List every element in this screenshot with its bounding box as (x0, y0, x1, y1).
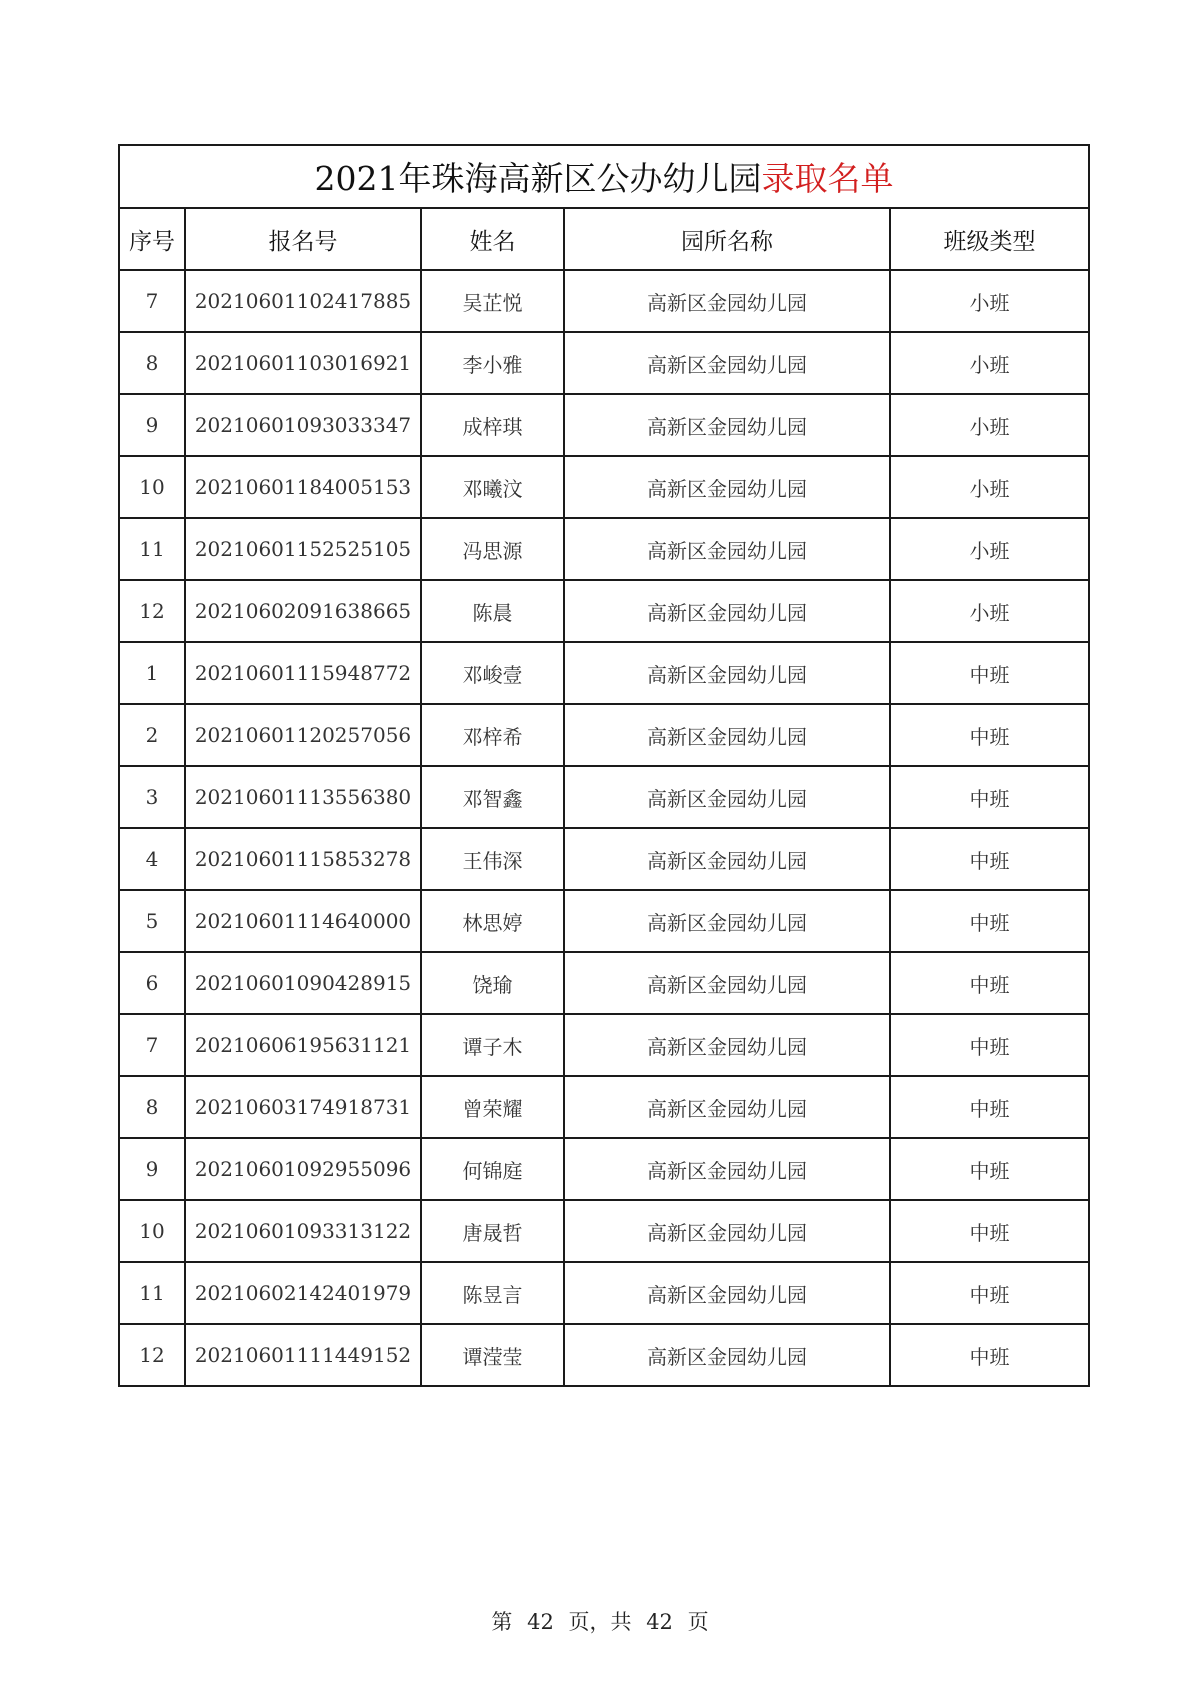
cell-seq: 10 (119, 1200, 185, 1262)
cell-name: 唐晟哲 (421, 1200, 564, 1262)
cell-reg-no: 20210601093313122 (185, 1200, 421, 1262)
cell-school: 高新区金园幼儿园 (564, 518, 890, 580)
cell-name: 李小雅 (421, 332, 564, 394)
cell-seq: 12 (119, 580, 185, 642)
header-school: 园所名称 (564, 208, 890, 270)
cell-class-type: 中班 (890, 704, 1089, 766)
cell-reg-no: 20210601092955096 (185, 1138, 421, 1200)
header-seq: 序号 (119, 208, 185, 270)
table-row (119, 1014, 1089, 1076)
page-title (119, 145, 1089, 208)
cell-name: 谭子木 (421, 1014, 564, 1076)
title-main: 2021年珠海高新区公办幼儿园 (314, 159, 762, 198)
table-row (119, 394, 1089, 456)
cell-name: 邓峻壹 (421, 642, 564, 704)
cell-class-type: 小班 (890, 456, 1089, 518)
footer-current-page: 42 (527, 1610, 554, 1634)
cell-seq: 12 (119, 1324, 185, 1386)
cell-class-type: 小班 (890, 332, 1089, 394)
cell-reg-no: 20210603174918731 (185, 1076, 421, 1138)
footer-suffix: 页 (687, 1610, 709, 1634)
cell-school: 高新区金园幼儿园 (564, 952, 890, 1014)
cell-name: 邓智鑫 (421, 766, 564, 828)
header-name: 姓名 (421, 208, 564, 270)
footer-prefix: 第 (491, 1610, 513, 1634)
table-row (119, 332, 1089, 394)
cell-seq: 10 (119, 456, 185, 518)
cell-school: 高新区金园幼儿园 (564, 1200, 890, 1262)
cell-school: 高新区金园幼儿园 (564, 1324, 890, 1386)
cell-reg-no: 20210601090428915 (185, 952, 421, 1014)
cell-reg-no: 20210606195631121 (185, 1014, 421, 1076)
cell-name: 邓曦汶 (421, 456, 564, 518)
cell-class-type: 小班 (890, 580, 1089, 642)
cell-school: 高新区金园幼儿园 (564, 1262, 890, 1324)
cell-reg-no: 20210602091638665 (185, 580, 421, 642)
cell-school: 高新区金园幼儿园 (564, 580, 890, 642)
cell-name: 曾荣耀 (421, 1076, 564, 1138)
cell-school: 高新区金园幼儿园 (564, 394, 890, 456)
cell-reg-no: 20210601111449152 (185, 1324, 421, 1386)
cell-seq: 7 (119, 270, 185, 332)
cell-class-type: 中班 (890, 1262, 1089, 1324)
table-row (119, 766, 1089, 828)
cell-school: 高新区金园幼儿园 (564, 704, 890, 766)
header-reg-no: 报名号 (185, 208, 421, 270)
admission-table (118, 144, 1090, 1387)
cell-school: 高新区金园幼儿园 (564, 890, 890, 952)
cell-class-type: 中班 (890, 1014, 1089, 1076)
cell-name: 何锦庭 (421, 1138, 564, 1200)
table-row (119, 518, 1089, 580)
cell-reg-no: 20210601115853278 (185, 828, 421, 890)
cell-seq: 8 (119, 1076, 185, 1138)
table-body (119, 145, 1089, 1386)
cell-class-type: 小班 (890, 270, 1089, 332)
cell-school: 高新区金园幼儿园 (564, 1138, 890, 1200)
cell-reg-no: 20210601152525105 (185, 518, 421, 580)
footer-total-pages: 42 (646, 1610, 673, 1634)
table-row (119, 704, 1089, 766)
cell-seq: 9 (119, 1138, 185, 1200)
cell-name: 王伟深 (421, 828, 564, 890)
cell-name: 陈昱言 (421, 1262, 564, 1324)
cell-reg-no: 20210601114640000 (185, 890, 421, 952)
table-row (119, 952, 1089, 1014)
cell-school: 高新区金园幼儿园 (564, 1076, 890, 1138)
cell-name: 林思婷 (421, 890, 564, 952)
table-row (119, 580, 1089, 642)
cell-seq: 1 (119, 642, 185, 704)
cell-school: 高新区金园幼儿园 (564, 456, 890, 518)
cell-name: 谭滢莹 (421, 1324, 564, 1386)
cell-reg-no: 20210601184005153 (185, 456, 421, 518)
table-row (119, 1324, 1089, 1386)
cell-class-type: 中班 (890, 766, 1089, 828)
cell-class-type: 小班 (890, 518, 1089, 580)
cell-seq: 5 (119, 890, 185, 952)
cell-name: 冯思源 (421, 518, 564, 580)
cell-class-type: 中班 (890, 1138, 1089, 1200)
cell-seq: 7 (119, 1014, 185, 1076)
cell-class-type: 中班 (890, 890, 1089, 952)
cell-class-type: 中班 (890, 1076, 1089, 1138)
table-row (119, 1262, 1089, 1324)
table-row (119, 270, 1089, 332)
cell-reg-no: 20210601102417885 (185, 270, 421, 332)
page-footer (0, 1606, 1200, 1636)
cell-reg-no: 20210601115948772 (185, 642, 421, 704)
cell-reg-no: 20210601120257056 (185, 704, 421, 766)
cell-class-type: 中班 (890, 828, 1089, 890)
title-row (119, 145, 1089, 208)
cell-class-type: 中班 (890, 1324, 1089, 1386)
cell-class-type: 小班 (890, 394, 1089, 456)
cell-school: 高新区金园幼儿园 (564, 642, 890, 704)
table-row (119, 456, 1089, 518)
table-row (119, 1076, 1089, 1138)
cell-seq: 2 (119, 704, 185, 766)
cell-reg-no: 20210601113556380 (185, 766, 421, 828)
cell-reg-no: 20210601093033347 (185, 394, 421, 456)
cell-reg-no: 20210602142401979 (185, 1262, 421, 1324)
cell-seq: 9 (119, 394, 185, 456)
header-class-type: 班级类型 (890, 208, 1089, 270)
table-row (119, 828, 1089, 890)
table-row (119, 642, 1089, 704)
cell-school: 高新区金园幼儿园 (564, 332, 890, 394)
cell-school: 高新区金园幼儿园 (564, 828, 890, 890)
header-row (119, 208, 1089, 270)
cell-name: 成梓琪 (421, 394, 564, 456)
table-row (119, 890, 1089, 952)
cell-seq: 11 (119, 518, 185, 580)
cell-seq: 6 (119, 952, 185, 1014)
cell-school: 高新区金园幼儿园 (564, 270, 890, 332)
cell-seq: 8 (119, 332, 185, 394)
cell-class-type: 中班 (890, 1200, 1089, 1262)
cell-name: 邓梓希 (421, 704, 564, 766)
cell-school: 高新区金园幼儿园 (564, 1014, 890, 1076)
table-row (119, 1138, 1089, 1200)
cell-reg-no: 20210601103016921 (185, 332, 421, 394)
cell-seq: 3 (119, 766, 185, 828)
cell-class-type: 中班 (890, 952, 1089, 1014)
cell-school: 高新区金园幼儿园 (564, 766, 890, 828)
cell-name: 饶瑜 (421, 952, 564, 1014)
title-highlight: 录取名单 (761, 159, 894, 198)
cell-name: 陈晨 (421, 580, 564, 642)
cell-name: 吴芷悦 (421, 270, 564, 332)
footer-middle: 页，共 (568, 1610, 632, 1634)
cell-seq: 4 (119, 828, 185, 890)
cell-class-type: 中班 (890, 642, 1089, 704)
cell-seq: 11 (119, 1262, 185, 1324)
table-row (119, 1200, 1089, 1262)
